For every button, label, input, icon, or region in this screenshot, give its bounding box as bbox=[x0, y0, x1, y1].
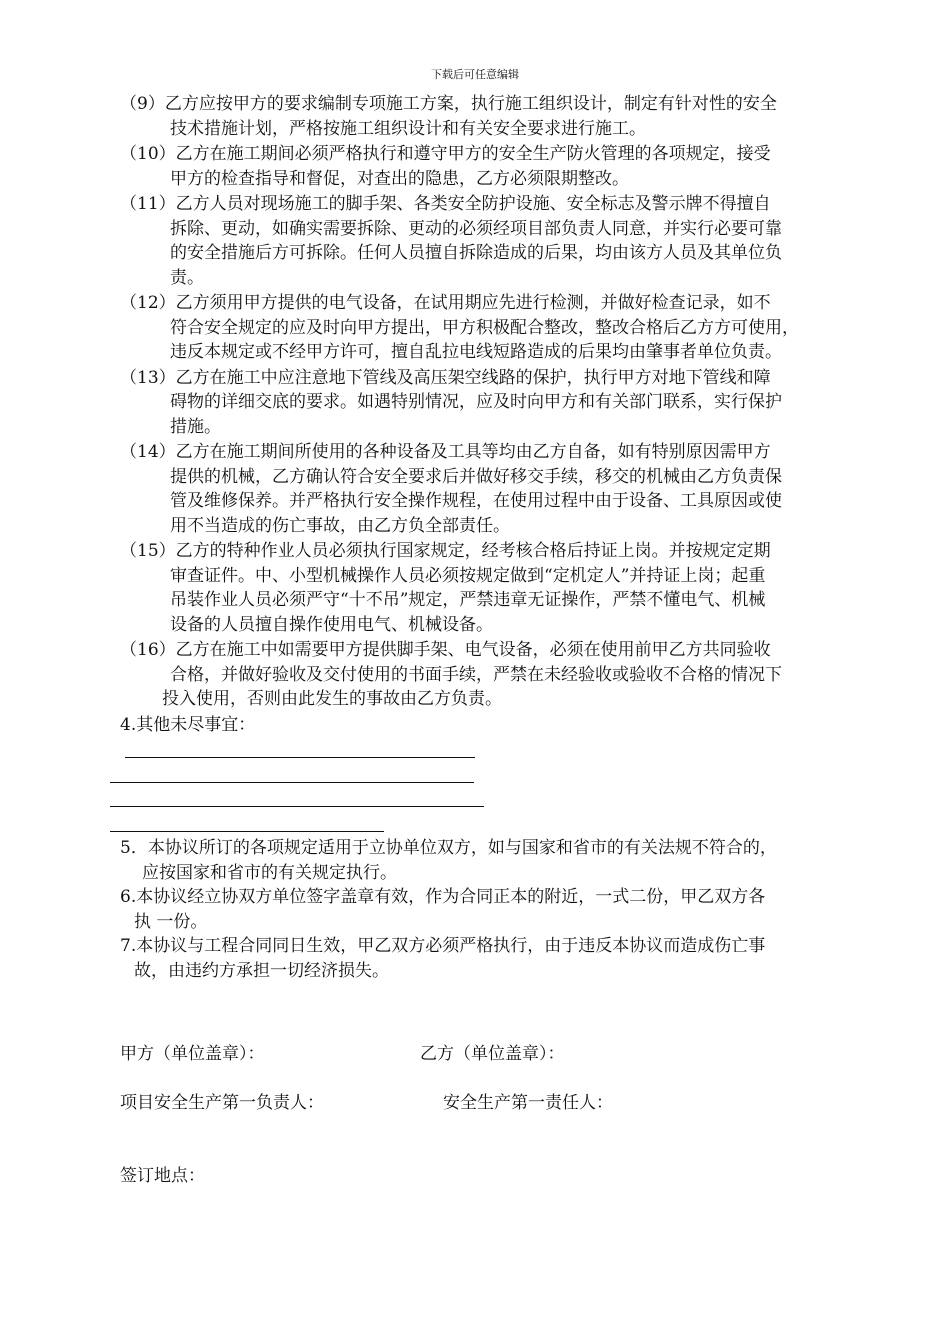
clause-item-continuation-line: 措施。 bbox=[170, 416, 221, 437]
clause-item-first-line: （11）乙方人员对现场施工的脚手架、各类安全防护设施、安全标志及警示牌不得擅自 bbox=[120, 194, 771, 214]
blank-line-3 bbox=[110, 806, 484, 807]
other-matters-heading bbox=[120, 713, 880, 738]
clause-item-continuation-line: 拆除、更动，如确实需要拆除、更动的必须经项目部负责人同意，并实行必要可靠 bbox=[170, 218, 782, 239]
party-a-responsible-label: 项目安全生产第一负责人： bbox=[120, 1093, 324, 1113]
clause-item-first-line: （15）乙方的特种作业人员必须执行国家规定，经考核合格后持证上岗。并按规定定期 bbox=[120, 541, 771, 561]
clause-item bbox=[120, 539, 880, 637]
clause-item-continuation-line: 违反本规定或不经甲方许可，擅自乱拉电线短路造成的后果均由肇事者单位负责。 bbox=[170, 342, 782, 362]
agreement-clause-continuation-line: 应按国家和省市的有关规定执行。 bbox=[142, 862, 397, 883]
agreement-clause bbox=[120, 836, 880, 885]
clause-item-continuation-line: 责。 bbox=[170, 267, 204, 288]
clause-item bbox=[120, 92, 880, 141]
clause-item-continuation-line: 的安全措施后方可拆除。任何人员擅自拆除造成的后果，均由该方人员及其单位负 bbox=[170, 243, 782, 263]
clause-item-continuation-line: 审查证件。中、小型机械操作人员必须按规定做到“定机定人”并持证上岗；起重 bbox=[170, 565, 766, 586]
clause-item-continuation-line: 碍物的详细交底的要求。如遇特别情况，应及时向甲方和有关部门联系，实行保护 bbox=[170, 392, 782, 412]
party-b-responsible-label: 安全生产第一责任人： bbox=[443, 1093, 613, 1113]
clause-item-continuation-line: 提供的机械，乙方确认符合安全要求后并做好移交手续，移交的机械由乙方负责保 bbox=[170, 466, 782, 487]
clause-item-first-line: （13）乙方在施工中应注意地下管线及高压架空线路的保护，执行甲方对地下管线和障 bbox=[120, 367, 771, 388]
clause-item bbox=[120, 142, 880, 191]
clause-item-first-line: （14）乙方在施工期间所使用的各种设备及工具等均由乙方自备，如有特别原因需甲方 bbox=[120, 442, 771, 462]
agreement-clause bbox=[120, 934, 880, 983]
agreement-clause-continuation-line: 故，由违约方承担一切经济损失。 bbox=[134, 960, 389, 981]
clause-item-first-line: （9）乙方应按甲方的要求编制专项施工方案，执行施工组织设计，制定有针对性的安全 bbox=[120, 94, 777, 114]
document-body bbox=[120, 92, 880, 737]
page-header: 下载后可任意编辑 bbox=[431, 68, 519, 81]
agreement-clause-first-line: 7.本协议与工程合同同日生效，甲乙双方必须严格执行，由于违反本协议而造成伤亡事 bbox=[120, 936, 766, 956]
agreement-clause bbox=[120, 885, 880, 934]
clause-item bbox=[120, 638, 880, 712]
clause-item-continuation-line: 技术措施计划，严格按施工组织设计和有关安全要求进行施工。 bbox=[170, 118, 646, 139]
party-b-seal-label: 乙方（单位盖章）： bbox=[420, 1044, 565, 1064]
clause-item bbox=[120, 366, 880, 440]
clause-item-continuation-line: 符合安全规定的应及时向甲方提出，甲方积极配合整改，整改合格后乙方方可使用， bbox=[170, 317, 799, 338]
clause-item-continuation-line: 投入使用，否则由此发生的事故由乙方负责。 bbox=[162, 689, 502, 709]
agreement-clause-continuation-line: 执 一份。 bbox=[134, 911, 208, 932]
clause-item-first-line: （10）乙方在施工期间必须严格执行和遵守甲方的安全生产防火管理的各项规定，接受 bbox=[120, 144, 771, 164]
clause-item-first-line: （16）乙方在施工中如需要甲方提供脚手架、电气设备，必须在使用前甲乙方共同验收 bbox=[120, 640, 771, 660]
safety-items-list bbox=[120, 92, 880, 712]
other-matters-label: 4.其他未尽事宜： bbox=[120, 714, 256, 735]
signing-place-label: 签订地点： bbox=[120, 1166, 205, 1186]
clause-item bbox=[120, 192, 880, 290]
blank-line-1 bbox=[125, 757, 475, 758]
clauses-list bbox=[120, 836, 880, 983]
blank-line-2 bbox=[110, 782, 474, 783]
clause-item bbox=[120, 440, 880, 538]
clause-item-first-line: （12）乙方须用甲方提供的电气设备，在试用期应先进行检测，并做好检查记录，如不 bbox=[120, 293, 771, 313]
blank-line-4 bbox=[110, 831, 384, 832]
party-a-seal-label: 甲方（单位盖章）： bbox=[120, 1044, 265, 1064]
clause-item-continuation-line: 设备的人员擅自操作使用电气、机械设备。 bbox=[170, 614, 493, 635]
clause-item-continuation-line: 用不当造成的伤亡事故，由乙方负全部责任。 bbox=[170, 515, 510, 536]
agreement-clause-first-line: 6.本协议经立协双方单位签字盖章有效，作为合同正本的附近，一式二份，甲乙双方各 bbox=[120, 887, 766, 907]
agreement-clause-first-line: 5．本协议所订的各项规定适用于立协单位双方，如与国家和省市的有关法规不符合的， bbox=[120, 838, 777, 858]
clause-item bbox=[120, 291, 880, 365]
clause-item-continuation-line: 甲方的检查指导和督促，对查出的隐患，乙方必须限期整改。 bbox=[170, 168, 629, 189]
clause-item-continuation-line: 合格，并做好验收及交付使用的书面手续，严禁在未经验收或验收不合格的情况下 bbox=[170, 664, 782, 685]
clause-item-continuation-line: 管及维修保养。并严格执行安全操作规程，在使用过程中由于设备、工具原因或使 bbox=[170, 491, 782, 511]
clause-item-continuation-line: 吊装作业人员必须严守“十不吊”规定，严禁违章无证操作，严禁不懂电气、机械 bbox=[170, 590, 766, 610]
